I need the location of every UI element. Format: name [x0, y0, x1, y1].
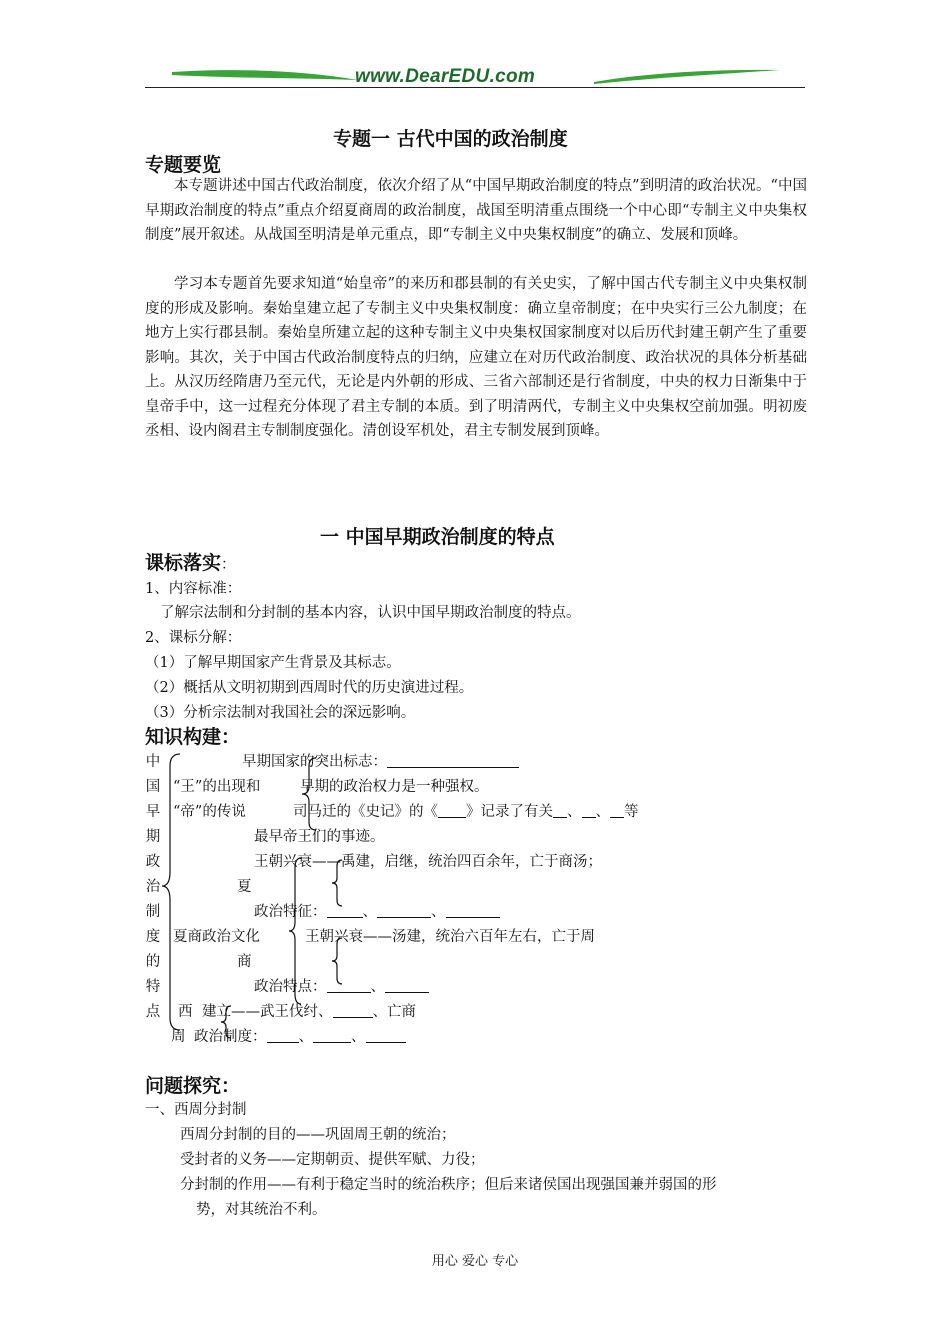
standards-colon: ：: [221, 557, 236, 573]
kb-line-1: [242, 750, 519, 771]
vertical-char: 国: [145, 779, 161, 795]
kb-zhou-system-label: 政治制度：: [194, 1029, 267, 1045]
brand-logo-text[interactable]: www.DearEDU.com: [355, 66, 536, 87]
kb-xia-rise-fall: 王朝兴衰——禹建，启继，统治四百余年，亡于商汤；: [254, 854, 602, 870]
standards-heading: 课标落实: [145, 552, 222, 574]
section-title: 一 中国早期政治制度的特点: [320, 526, 555, 548]
blank[interactable]: [553, 803, 567, 818]
kb-sep: 、: [567, 804, 582, 820]
inquiry-question-1: 一、西周分封制: [145, 1102, 247, 1118]
inquiry-effect: 分封制的作用——有利于稳定当时的统治秩序；但后来诸侯国出现强国兼并弱国的形: [180, 1177, 717, 1193]
vertical-char: 的: [145, 954, 161, 970]
vertical-char: 政: [145, 854, 161, 870]
kb-early-state-label: 早期国家的突出标志：: [242, 754, 387, 770]
kb-shiji-text: 司马迁的《史记》的《: [293, 804, 438, 820]
kb-emperors-text: 最早帝王们的事迹。: [254, 829, 385, 845]
kb-zhou-founding: 建立——武王伐纣、: [202, 1004, 333, 1020]
kb-sep: 、: [595, 804, 610, 820]
header-swoosh-right: [592, 66, 782, 88]
content-standard-text: 了解宗法制和分封制的基本内容，认识中国早期政治制度的特点。: [160, 605, 581, 621]
vertical-char: 点: [145, 1004, 161, 1020]
kb-fall-shang: 、亡商: [372, 1004, 416, 1020]
blank[interactable]: [582, 803, 596, 818]
vertical-char: 制: [145, 904, 161, 920]
kb-sep: 、: [298, 1029, 313, 1045]
standards-heading-wrap: [145, 548, 236, 575]
blank[interactable]: [387, 753, 519, 768]
kb-shang-rise-fall: 王朝兴衰——汤建，统治六百年左右，亡于周: [305, 929, 595, 945]
kb-sep: 、: [431, 904, 446, 920]
vertical-char: 特: [145, 979, 161, 995]
knowledge-heading: 知识构建：: [145, 726, 241, 748]
kb-etc: 等: [624, 804, 639, 820]
blank[interactable]: [438, 803, 466, 818]
kb-line-11: [202, 1000, 416, 1021]
blank[interactable]: [446, 903, 500, 918]
vertical-char: 中: [145, 754, 161, 770]
kb-emperor-label: “帝”的传说: [173, 804, 246, 820]
vertical-char: 治: [145, 879, 161, 895]
kb-record-text: 》记录了有关: [466, 804, 553, 820]
blank[interactable]: [377, 903, 431, 918]
kb-line-3: [293, 800, 639, 821]
kb-sep: 、: [351, 1029, 366, 1045]
content-standard-label: 1、内容标准：: [145, 581, 242, 597]
vertical-char: 度: [145, 929, 161, 945]
blank[interactable]: [385, 978, 429, 993]
inquiry-heading: 问题探究：: [145, 1075, 241, 1097]
blank[interactable]: [327, 978, 371, 993]
kb-line-10: [254, 975, 429, 996]
page-footer: 用心 爱心 专心: [431, 1254, 519, 1269]
blank[interactable]: [333, 1003, 373, 1018]
breakdown-item-3: （3）分析宗法制对我国社会的深远影响。: [145, 705, 416, 721]
inquiry-purpose: 西周分封制的目的——巩固周王朝的统治；: [180, 1127, 456, 1143]
page-title: 专题一 古代中国的政治制度: [333, 128, 568, 150]
blank[interactable]: [610, 803, 624, 818]
overview-paragraph-1: 本专题讲述中国古代政治制度，依次介绍了从“中国早期政治制度的特点”到明清的政治状况。“中国早期政治制度的特点”重点介绍夏商周的政治制度，战国至明清重点围绕一个中心即“专制主义中央集权制度”展开叙述。从战国至明清是单元重点，即“专制主义中央集权制度”的确立、发展和顶峰。: [145, 178, 807, 243]
kb-sep: 、: [362, 904, 377, 920]
blank[interactable]: [366, 1028, 406, 1043]
kb-line-7: [254, 900, 500, 921]
vertical-char: 期: [145, 829, 161, 845]
inquiry-obligation: 受封者的义务——定期朝贡、提供军赋、力役；: [180, 1152, 485, 1168]
blank[interactable]: [327, 903, 363, 918]
overview-paragraph-2: 学习本专题首先要求知道“始皇帝”的来历和郡县制的有关史实，了解中国古代专制主义中央集权制度的形成及影响。秦始皇建立起了专制主义中央集权制度：确立皇帝制度；在中央实行三公九制度；在地方上实行郡县制。秦始皇所建立起的这种专制主义中央集权国家制度对以后历代封建王朝产生了重要影响。其次，关于中国古代政治制度特点的归纳，应建立在对历代政治制度、政治状况的具体分析基础上。从汉历经隋唐乃至元代，无论是内外朝的形成、三省六部制还是行省制度，中央的权力日渐集中于皇帝手中，这一过程充分体现了君主专制的本质。到了明清两代，专制主义中央集权空前加强。明初废丞相、设内阁君主专制制度强化。清创设军机处，君主专制发展到顶峰。: [145, 276, 807, 439]
kb-xiashang-label: 夏商政治文化: [173, 929, 260, 945]
kb-king-label: “王”的出现和: [173, 779, 261, 795]
overview-heading: 专题要览: [145, 154, 222, 176]
kb-zhou-label: 周: [171, 1029, 186, 1045]
kb-shang-label: 商: [237, 954, 252, 970]
kb-west-label: 西: [178, 1004, 193, 1020]
kb-power-text: 早期的政治权力是一种强权。: [300, 779, 489, 795]
blank[interactable]: [313, 1028, 351, 1043]
kb-xia-label: 夏: [237, 879, 252, 895]
kb-xia-features-label: 政治特征：: [254, 904, 327, 920]
blank[interactable]: [267, 1028, 299, 1043]
kb-shang-features-label: 政治特点：: [254, 979, 327, 995]
header-swoosh-left: [170, 66, 360, 88]
breakdown-item-2: （2）概括从文明初期到西周时代的历史演进过程。: [145, 680, 474, 696]
header-rule: [145, 87, 805, 88]
kb-line-12: [194, 1025, 406, 1046]
breakdown-item-1: （1）了解早期国家产生背景及其标志。: [145, 655, 401, 671]
inquiry-effect-cont: 势，对其统治不利。: [196, 1202, 327, 1218]
kb-sep: 、: [370, 979, 385, 995]
vertical-char: 早: [145, 804, 161, 820]
standard-breakdown-label: 2、课标分解：: [145, 630, 242, 646]
